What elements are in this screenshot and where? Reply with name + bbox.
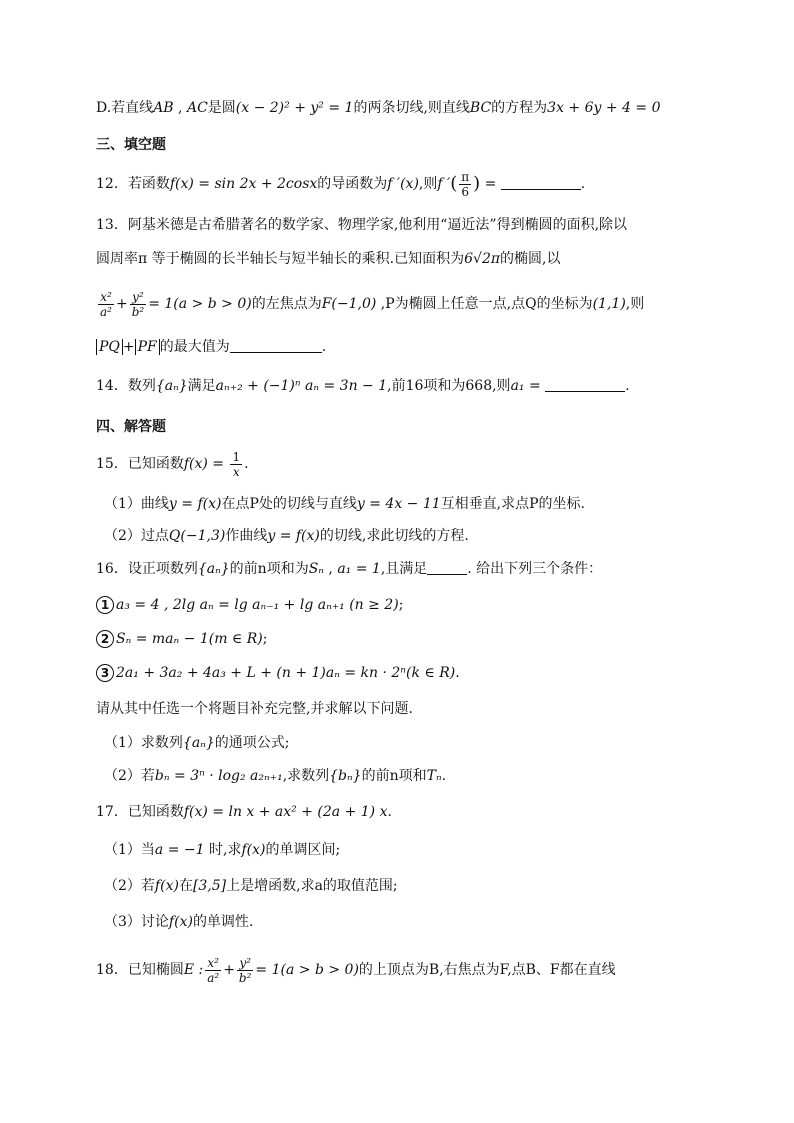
answer-blank[interactable] bbox=[230, 338, 322, 353]
text: （1）当 bbox=[104, 842, 155, 858]
text: 等于椭圆的长半轴长与短半轴长的乘积.已知面积为 bbox=[147, 251, 465, 267]
text: （2）过点 bbox=[104, 528, 169, 544]
ellipse-area: 6√2π bbox=[464, 251, 501, 267]
text: 已知函数 bbox=[127, 804, 184, 820]
text: 的左焦点为 bbox=[251, 296, 322, 312]
period: . bbox=[321, 339, 327, 355]
plus-sign: + bbox=[223, 962, 235, 978]
condition-1 bbox=[96, 593, 754, 619]
text: （3）讨论 bbox=[104, 914, 169, 930]
circled-number-1: 1 bbox=[96, 596, 114, 614]
denominator: b² bbox=[238, 970, 252, 985]
text: 的切线,求此切线的方程. bbox=[319, 528, 469, 544]
text: ,则 bbox=[625, 296, 645, 312]
parameter-value: a = −1 bbox=[154, 842, 205, 858]
abs-pq: PQ bbox=[96, 339, 123, 355]
text: 上是增函数,求a的取值范围; bbox=[226, 878, 398, 894]
function-symbol: f(x) bbox=[154, 878, 179, 894]
text: 时,求 bbox=[204, 842, 242, 858]
text: ,P为椭圆上任意一点,点Q的坐标为 bbox=[376, 296, 593, 312]
sequence-an: {aₙ} bbox=[197, 561, 230, 577]
section-heading-fill-in: 三、填空题 bbox=[96, 137, 166, 153]
line-ac: AC bbox=[186, 100, 208, 116]
question-16-instruction: 请从其中任选一个将题目补充完整,并求解以下问题. bbox=[96, 701, 413, 717]
question-15 bbox=[96, 444, 754, 484]
answer-blank[interactable] bbox=[501, 175, 581, 190]
text: 的导函数为 bbox=[317, 176, 388, 192]
period: . bbox=[455, 665, 460, 681]
text: ,求数列 bbox=[282, 768, 330, 784]
text: 在点P处的切线与直线 bbox=[221, 496, 357, 512]
plus-sign: + bbox=[122, 339, 135, 355]
line-expression: y = 4x − 11 bbox=[356, 496, 441, 512]
text: 是圆 bbox=[207, 100, 236, 116]
ellipse-name: E : bbox=[183, 962, 204, 978]
text: 的椭圆,以 bbox=[500, 251, 561, 267]
period: . bbox=[625, 378, 630, 394]
sequence-bn-definition: bₙ = 3ⁿ · log₂ a₂ₙ₊₁ bbox=[154, 768, 283, 784]
text: 已知函数 bbox=[127, 456, 184, 472]
semicolon: ; bbox=[398, 597, 404, 613]
question-16-part-1 bbox=[104, 731, 754, 757]
text: 的上顶点为B,右焦点为F,点B、F都在直线 bbox=[358, 962, 616, 978]
function-expression: f(x) = bbox=[183, 456, 229, 472]
section-heading-solutions: 四、解答题 bbox=[96, 419, 166, 435]
period: . bbox=[441, 768, 447, 784]
condition-3 bbox=[96, 661, 754, 687]
fraction-x2-a2 bbox=[205, 956, 221, 985]
paren-open: ( bbox=[450, 173, 458, 194]
text: 若函数 bbox=[127, 176, 170, 192]
focus-point: F(−1,0) bbox=[321, 296, 377, 312]
text: 作曲线 bbox=[225, 528, 268, 544]
numerator: x² bbox=[207, 955, 219, 970]
text: ,则 bbox=[418, 176, 438, 192]
period: . bbox=[244, 456, 249, 472]
text: 的单调区间; bbox=[265, 842, 341, 858]
question-13-line-3 bbox=[96, 284, 754, 324]
point-q: (1,1) bbox=[592, 296, 626, 312]
denominator: x bbox=[232, 464, 240, 479]
abs-pf: PF bbox=[135, 339, 160, 355]
fraction-y2-b2 bbox=[237, 956, 254, 985]
denominator: 6 bbox=[461, 184, 469, 199]
text: （1）曲线 bbox=[104, 496, 169, 512]
question-13-line-1: 13．阿基米德是古希腊著名的数学家、物理学家,他利用“逼近法”得到椭圆的面积,除以 bbox=[96, 217, 628, 233]
question-number: 12． bbox=[96, 176, 128, 192]
text: . 给出下列三个条件： bbox=[467, 561, 603, 577]
question-15-part-1 bbox=[104, 492, 754, 518]
text: 数列 bbox=[127, 378, 156, 394]
sequence-an: {aₙ} bbox=[182, 735, 215, 751]
numerator: x² bbox=[100, 289, 112, 304]
question-18 bbox=[96, 950, 754, 990]
function-expression: f(x) = sin 2x + 2cosx bbox=[169, 176, 318, 192]
question-13-line-2 bbox=[96, 247, 754, 273]
line-bc: BC bbox=[469, 100, 492, 116]
text: ,且满足 bbox=[380, 561, 428, 577]
question-17-part-1 bbox=[104, 838, 754, 864]
text: 16．设正项数列 bbox=[96, 561, 198, 577]
circled-number-3: 3 bbox=[96, 664, 114, 682]
period: . bbox=[580, 176, 586, 192]
line-equation: 3x + 6y + 4 = 0 bbox=[547, 100, 661, 116]
function-expression: f(x) = ln x + ax² + (2a + 1) x bbox=[183, 804, 388, 820]
fraction-pi-over-6 bbox=[459, 170, 471, 199]
text: 的单调性. bbox=[192, 914, 254, 930]
condition-1-expression: a₃ = 4 , 2lg aₙ = lg aₙ₋₁ + lg aₙ₊₁ (n ≥ 2) bbox=[116, 597, 399, 613]
text: 已知椭圆 bbox=[127, 962, 184, 978]
text: 的方程为 bbox=[491, 100, 548, 116]
text: 在 bbox=[178, 878, 193, 894]
text: 圆周率 bbox=[96, 251, 138, 267]
question-15-part-2 bbox=[104, 524, 754, 550]
numerator: 1 bbox=[232, 449, 241, 464]
pi-symbol: π bbox=[138, 251, 148, 267]
sequence-an: {aₙ} bbox=[155, 378, 188, 394]
condition-2 bbox=[96, 627, 754, 653]
question-16 bbox=[96, 557, 754, 583]
question-17-part-3 bbox=[104, 910, 754, 936]
text: ,前16项和为668,则 bbox=[387, 378, 511, 394]
question-17 bbox=[96, 800, 754, 826]
fraction-x2-a2 bbox=[98, 290, 114, 319]
sequence-bn: {bₙ} bbox=[329, 768, 362, 784]
separator: , bbox=[323, 561, 338, 577]
denominator: a² bbox=[100, 304, 112, 319]
ellipse-condition: = 1(a > b > 0) bbox=[255, 962, 359, 978]
option-d-line bbox=[96, 96, 754, 122]
text: 的前n项和 bbox=[361, 768, 427, 784]
question-number: 17． bbox=[96, 804, 128, 820]
numerator: π bbox=[461, 169, 470, 184]
answer-blank[interactable] bbox=[545, 377, 625, 392]
question-12 bbox=[96, 166, 754, 202]
text: 的通项公式; bbox=[214, 735, 290, 751]
paren-close: ) bbox=[473, 173, 481, 194]
question-17-part-2 bbox=[104, 874, 754, 900]
curve-expression: y = f(x) bbox=[267, 528, 320, 544]
question-number: 14． bbox=[96, 378, 128, 394]
equals-sign: = bbox=[480, 176, 501, 192]
semicolon: ; bbox=[262, 631, 268, 647]
initial-term: a₁ = 1 bbox=[337, 561, 381, 577]
text: 的两条切线,则直线 bbox=[353, 100, 470, 116]
curve-expression: y = f(x) bbox=[168, 496, 222, 512]
condition-2-expression: Sₙ = maₙ − 1(m ∈ R) bbox=[116, 631, 263, 647]
plus-sign: + bbox=[115, 296, 128, 312]
circle-equation: (x − 2)² + y² = 1 bbox=[235, 100, 354, 116]
interval: [3,5] bbox=[192, 878, 227, 894]
a1-symbol: a₁ = bbox=[510, 378, 546, 394]
text: 满足 bbox=[187, 378, 216, 394]
sum-tn: Tₙ bbox=[426, 768, 442, 784]
condition-blank[interactable] bbox=[427, 560, 467, 575]
sum-sn: Sₙ bbox=[308, 561, 324, 577]
text: （2）若 bbox=[104, 878, 155, 894]
text: 的前n项和为 bbox=[229, 561, 309, 577]
numerator: y² bbox=[239, 955, 251, 970]
circled-number-2: 2 bbox=[96, 630, 114, 648]
condition-3-expression: 2a₁ + 3a₂ + 4a₃ + L + (n + 1)aₙ = kn · 2ⁿ(k ∈ R) bbox=[116, 665, 456, 681]
denominator: b² bbox=[131, 304, 145, 319]
text: （2）若 bbox=[104, 768, 155, 784]
denominator: a² bbox=[207, 970, 220, 985]
fraction-y2-b2 bbox=[130, 290, 147, 319]
recurrence-relation: aₙ₊₂ + (−1)ⁿ aₙ = 3n − 1 bbox=[215, 378, 388, 394]
text: （1）求数列 bbox=[104, 735, 183, 751]
text: 的最大值为 bbox=[159, 339, 230, 355]
separator: , bbox=[173, 100, 187, 116]
option-d-prefix: D.若直线 bbox=[96, 100, 154, 116]
question-number: 18． bbox=[96, 962, 128, 978]
question-14 bbox=[96, 374, 754, 400]
period: . bbox=[387, 804, 392, 820]
question-16-part-2 bbox=[104, 764, 754, 790]
derivative-symbol: f ′ bbox=[437, 176, 451, 192]
ellipse-condition: = 1(a > b > 0) bbox=[148, 296, 252, 312]
numerator: y² bbox=[132, 289, 144, 304]
function-symbol: f(x) bbox=[241, 842, 266, 858]
fraction-1-over-x bbox=[230, 450, 242, 479]
derivative-expression: f ′(x) bbox=[387, 176, 419, 192]
function-symbol: f(x) bbox=[168, 914, 193, 930]
question-13-line-4 bbox=[96, 335, 754, 361]
point-q: Q(−1,3) bbox=[168, 528, 226, 544]
question-number: 15． bbox=[96, 456, 128, 472]
line-ab: AB bbox=[153, 100, 174, 116]
text: 互相垂直,求点P的坐标. bbox=[440, 496, 586, 512]
